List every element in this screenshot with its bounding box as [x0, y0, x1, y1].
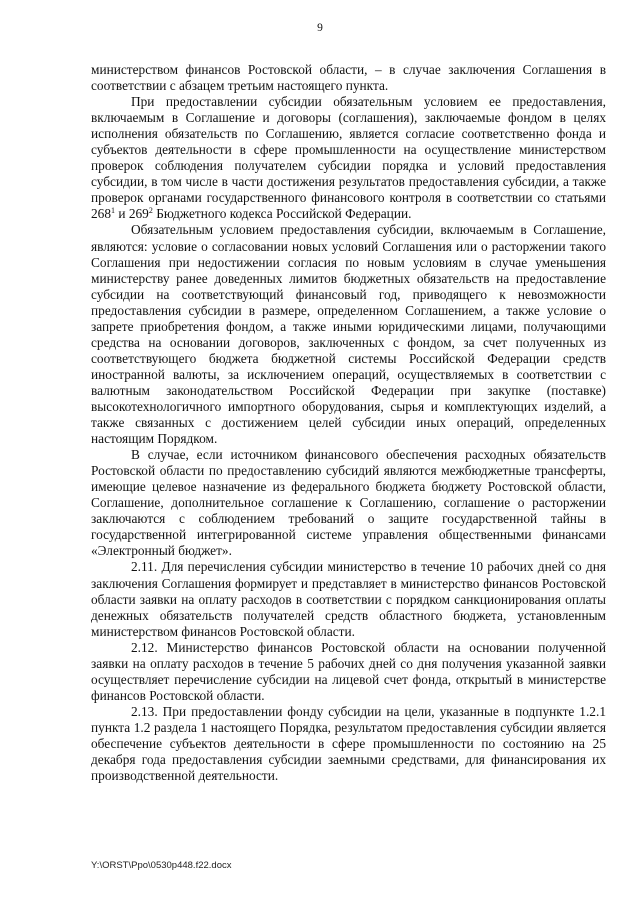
- page-number: 9: [317, 22, 323, 34]
- paragraph-2-12: [91, 640, 606, 704]
- paragraph-text: 2.11. Для перечисления субсидии министерство в течение 10 рабочих дней со дня заключения Соглашения формирует и представляет в министерство финансов Ростовской области заявки на оплату расходов в соответствии с порядком санкционирования оплаты денежных обязательств получателей средств областного бюджета, установленным министерством финансов Ростовской области.: [91, 559, 606, 639]
- paragraph-text: В случае, если источником финансового обеспечения расходных обязательств Ростовской области по предоставлению субсидий являются межбюджетные трансферты, имеющие целевое назначение из федерального бюджета бюджету Ростовской области, Соглашение, дополнительное соглашение к Соглашению, соглашение о расторжении заключаются с соблюдением требований о защите государственной тайны в государственной интегрированной системе управления общественными финансами «Электронный бюджет».: [91, 447, 606, 559]
- paragraph-text: Обязательным условием предоставления субсидии, включаемым в Соглашение, являются: условие о согласовании новых условий Соглашения или о расторжении такого Соглашения при недостижении согласия по новым условиям в случае уменьшения министерству ранее доведенных лимитов бюджетных обязательств на предоставление субсидии на соответствующий финансовый год, приводящего к невозможности предоставления субсидии в размере, определенном Соглашением, а также условие о запрете приобретения фондом, а также иными юридическими лицами, получающими средства на основании договоров, заключенных с фондом, за счет полученных из соответствующего бюджета бюджетной системы Российской Федерации средств иностранной валюты, за исключением операций, осуществляемых в соответствии с валютным законодательством Российской Федерации при закупке (поставке) высокотехнологичного импортного оборудования, сырья и комплектующих изделий, а также связанных с достижением целей субсидии иных операций, определенных настоящим Порядком.: [91, 222, 606, 447]
- paragraph-2-11: [91, 559, 606, 639]
- paragraph-2-13: [91, 704, 606, 784]
- paragraph-text: При предоставлении субсидии обязательным условием ее предоставления, включаемым в Соглашение и договоры (соглашения), заключаемые фондом в целях исполнения обязательств по Соглашению, является согласие соответственно фонда и субъектов деятельности в сфере промышленности на осуществление министерством проверок соблюдения получателем субсидии порядка и условий предоставления субсидии, в том числе в части достижения результатов предоставления субсидии, а также проверок органами государственного финансового контроля в соответствии со статьями 268: [91, 94, 606, 222]
- paragraph-verification-consent: [91, 94, 606, 222]
- paragraph-federal-transfers: [91, 447, 606, 559]
- paragraph-text-mid: и 269: [115, 206, 149, 222]
- paragraph-text: 2.13. При предоставлении фонду субсидии на цели, указанные в подпункте 1.2.1 пункта 1.2 раздела 1 настоящего Порядка, результатом предоставления субсидии является обеспечение субъектов деятельности в сфере промышленности по состоянию на 25 декабря года предоставления субсидии заемными средствами, для финансирования их производственной деятельности.: [91, 703, 606, 784]
- paragraph-continuation: [91, 62, 606, 94]
- document-body: [91, 62, 606, 784]
- paragraph-text-tail: Бюджетного кодекса Российской Федерации.: [152, 206, 412, 222]
- paragraph-text: 2.12. Министерство финансов Ростовской области на основании полученной заявки на оплату расходов в течение 5 рабочих дней со дня получения указанной заявки осуществляет перечисление субсидии на лицевой счет фонда, открытый в министерстве финансов Ростовской области.: [91, 639, 606, 703]
- superscript-1: 1: [111, 206, 116, 216]
- paragraph-text: министерством финансов Ростовской области, – в случае заключения Соглашения в соответствии с абзацем третьим настоящего пункта.: [91, 62, 606, 94]
- footer-file-path: Y:\ORST\Ppo\0530p448.f22.docx: [91, 860, 232, 871]
- paragraph-mandatory-condition: [91, 222, 606, 447]
- superscript-2: 2: [148, 206, 153, 216]
